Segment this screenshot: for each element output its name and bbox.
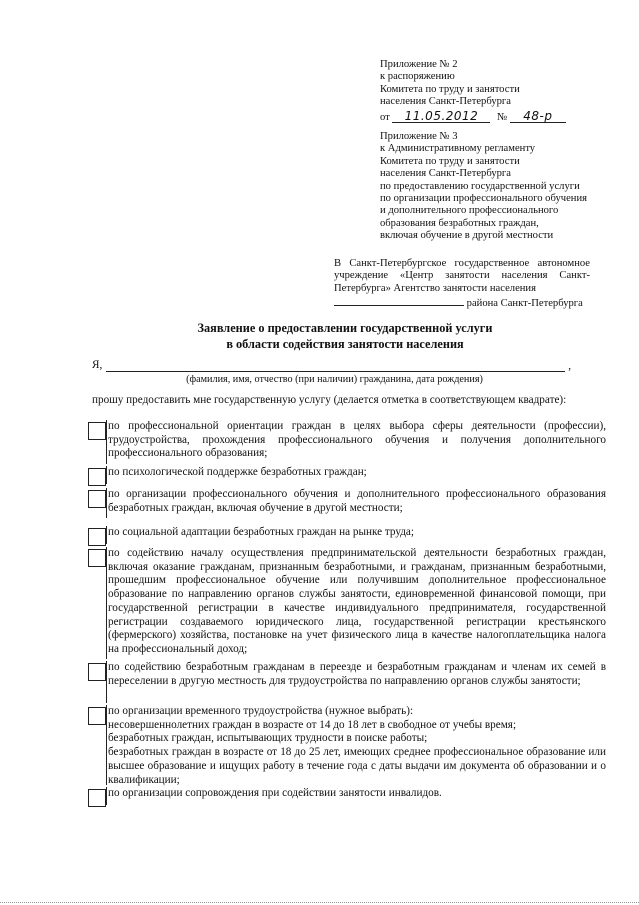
applicant-name-field[interactable] <box>106 371 565 372</box>
date-prefix: от <box>380 111 390 123</box>
temp-employment-item[interactable]: несовершеннолетних граждан в возрасте от 14 до 18 лет в свободное от учебы время; <box>108 718 517 731</box>
option-divider <box>106 705 107 785</box>
option-disabled-support <box>88 787 606 801</box>
option-checkbox[interactable] <box>88 422 106 440</box>
district-blank-line[interactable] <box>334 295 464 306</box>
option-divider <box>106 547 107 659</box>
appendix-3-line: Комитета по труду и занятости <box>380 155 520 167</box>
option-career-guidance <box>88 420 606 461</box>
option-checkbox[interactable] <box>88 707 106 725</box>
appendix-3-line: образования безработных граждан, <box>380 217 539 229</box>
option-label: по психологической поддержке безработных граждан; <box>108 466 367 478</box>
appendix-2-date-row <box>380 110 620 124</box>
option-label <box>108 705 606 787</box>
appendix-3-line: и дополнительного профессионального <box>380 205 559 217</box>
option-label: по профессиональной ориентации граждан в целях выбора сферы деятельности (профессии), трудоустройства, прохождения профессионального обучения и получения дополнительного профессионального образования; <box>108 420 606 460</box>
option-relocation <box>88 661 606 688</box>
appendix-2-line: к распоряжению <box>380 71 455 83</box>
temp-employment-item[interactable]: безработных граждан, испытывающих трудности в поиске работы; <box>108 732 428 745</box>
appendix-3-line: населения Санкт-Петербурга <box>380 168 511 180</box>
option-label: по организации профессионального обучения и дополнительного профессионального образования безработных граждан, включая обучение в другой местности; <box>108 488 606 514</box>
applicant-name-row <box>92 357 577 373</box>
option-vocational-training <box>88 488 606 515</box>
title-line-2: в области содействия занятости населения <box>226 336 464 351</box>
option-checkbox[interactable] <box>88 468 106 486</box>
district-suffix: района Санкт-Петербурга <box>466 298 583 310</box>
option-divider <box>106 466 107 484</box>
option-checkbox[interactable] <box>88 490 106 508</box>
temp-employment-header: по организации временного трудоустройства (нужное выбрать): <box>108 705 414 717</box>
option-checkbox[interactable] <box>88 789 106 807</box>
handwritten-number: 48-р <box>510 110 566 123</box>
applicant-name-caption: (фамилия, имя, отчество (при наличии) гражданина, дата рождения) <box>186 374 483 385</box>
page-bottom-rule <box>0 902 639 903</box>
district-row <box>334 295 590 310</box>
temp-employment-item[interactable]: безработных граждан в возрасте от 18 до 25 лет, имеющих среднее профессиональное образование или высшее образование и ищущих работу в течение года с даты выдачи им документа об образовании и о квалификации; <box>108 746 606 786</box>
appendix-3-title: Приложение № 3 <box>380 131 458 142</box>
option-label: по содействию началу осуществления предпринимательской деятельности безработных граждан, включая оказание гражданам, признанным безработными, и гражданам, признанным безработными, прошедшим профессиональное обучение или получившим дополнительное профессиональное образование по направлению органов службы занятости, единовременной финансовой помощи, при государственной регистрации в качестве индивидуального предпринимателя, государственной регистрации создаваемого юридического лица, государственной регистрации крестьянского (фермерского) хозяйства, постановке на учет физического лица в качестве налогоплательщика налога на профессиональный доход; <box>108 547 606 655</box>
option-divider <box>106 526 107 544</box>
option-label: по социальной адаптации безработных граждан на рынке труда; <box>108 526 414 538</box>
appendix-2-line: населения Санкт-Петербурга <box>380 96 511 108</box>
appendix-3-line: к Административному регламенту <box>380 143 536 155</box>
addressee-text: В Санкт-Петербургское государственное автономное учреждение «Центр занятости населения Санкт-Петербурга» Агентство занятости населения <box>334 258 590 294</box>
appendix-2-line: Комитета по труду и занятости <box>380 83 520 95</box>
title-line-1: Заявление о предоставлении государственной услуги <box>197 321 493 335</box>
option-divider <box>106 787 107 805</box>
addressee-block <box>334 258 590 311</box>
option-divider <box>106 420 107 464</box>
appendix-3-block <box>380 131 620 243</box>
option-divider <box>106 488 107 518</box>
appendix-3-line: по организации профессионального обучения <box>380 193 587 205</box>
option-social-adaptation <box>88 526 606 540</box>
option-psychological-support <box>88 466 606 480</box>
applicant-ya-label: Я, <box>92 359 103 371</box>
option-label: по содействию безработным гражданам в переезде и безработным гражданам и членам их семей в переселении в другую местность для трудоустройства по направлению органов службы занятости; <box>108 661 606 687</box>
appendix-3-line: включая обучение в другой местности <box>380 230 554 242</box>
appendix-2-block <box>380 59 620 124</box>
request-text: прошу предоставить мне государственную услугу (делается отметка в соответствующем квадрате): <box>92 394 567 406</box>
handwritten-date: 11.05.2012 <box>392 110 490 123</box>
option-temporary-employment <box>88 705 606 787</box>
option-entrepreneurship <box>88 547 606 657</box>
option-label: по организации сопровождения при содействии занятости инвалидов. <box>108 787 442 799</box>
appendix-3-line: по предоставлению государственной услуги <box>380 180 580 192</box>
number-prefix: № <box>497 111 508 123</box>
option-checkbox[interactable] <box>88 549 106 567</box>
option-checkbox[interactable] <box>88 663 106 681</box>
option-checkbox[interactable] <box>88 528 106 546</box>
appendix-2-title: Приложение № 2 <box>380 59 458 70</box>
document-title <box>150 321 540 352</box>
applicant-comma: , <box>568 360 571 372</box>
option-divider <box>106 661 107 703</box>
